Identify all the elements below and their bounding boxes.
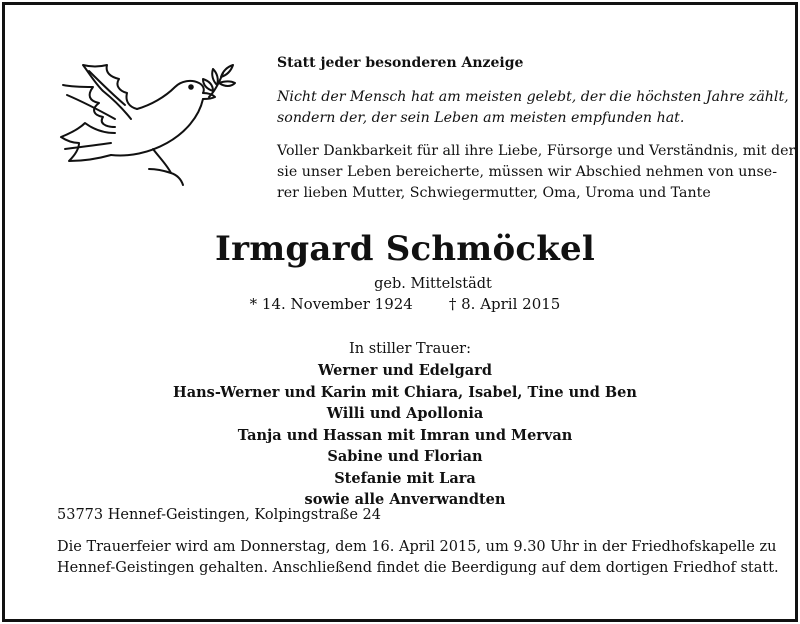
mourner-entry: Stefanie mit Lara [334, 469, 476, 487]
quote-line: sondern der, der sein Leben am meisten empfunden hat. [277, 110, 685, 126]
ceremony-line: Hennef-Geistingen gehalten. Anschließend findet die Beerdigung auf dem dortigen Friedhof statt. [57, 560, 779, 576]
quote-line: Nicht der Mensch hat am meisten gelebt, der die höchsten Jahre zählt, [277, 89, 789, 105]
notice-heading: Statt jeder besonderen Anzeige [277, 55, 524, 71]
dove-icon [53, 57, 253, 197]
birth-date: * 14. November 1924 [249, 295, 413, 313]
thanks-text [277, 141, 796, 204]
mourner-entry: Willi und Apollonia [326, 405, 484, 422]
ceremony-line: Die Trauerfeier wird am Donnerstag, dem 16. April 2015, um 9.30 Uhr in der Friedhofskapelle zu [57, 539, 777, 555]
mourner-entry: Tanja und Hassan mit Imran und Mervan [237, 426, 573, 444]
maiden-name: geb. Mittelstädt [374, 276, 492, 292]
ceremony-info [57, 537, 779, 579]
life-dates [5, 294, 800, 314]
quote [277, 87, 789, 129]
mourner-entry: Hans-Werner und Karin mit Chiara, Isabel, Tine und Ben [173, 383, 637, 401]
intro-block [277, 53, 796, 204]
mourner-entry: Sabine und Florian [327, 448, 483, 465]
mourner-entry: sowie alle Anverwandten [304, 491, 506, 508]
deceased-name: Irmgard Schmöckel [215, 229, 595, 269]
address: 53773 Hennef-Geistingen, Kolpingstraße 24 [57, 507, 381, 523]
mourners-list [5, 360, 800, 511]
mourner-entry: Werner und Edelgard [318, 362, 492, 379]
obituary-notice [2, 2, 798, 622]
thanks-line: rer lieben Mutter, Schwiegermutter, Oma, Uroma und Tante [277, 185, 711, 201]
mourning-heading: In stiller Trauer: [349, 341, 471, 357]
death-date: † 8. April 2015 [448, 295, 561, 313]
thanks-line: Voller Dankbarkeit für all ihre Liebe, Fürsorge und Verständnis, mit der [277, 143, 796, 159]
thanks-line: sie unser Leben bereicherte, müssen wir Abschied nehmen von unse- [277, 164, 777, 180]
